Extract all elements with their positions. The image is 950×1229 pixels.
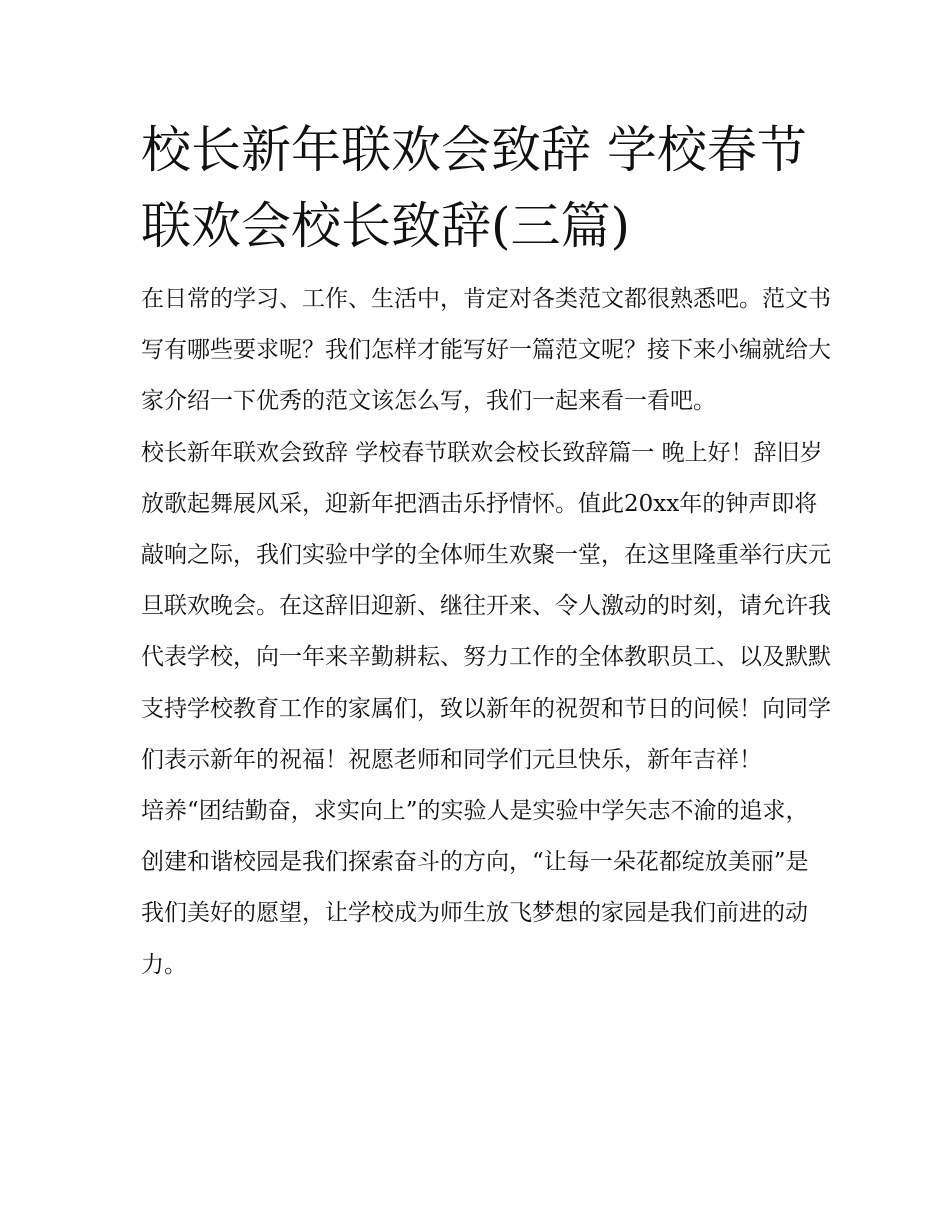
paragraph-school-vision: 培养“团结勤奋，求实向上”的实验人是实验中学矢志不渝的追求，创建和谐校园是我们探索奋斗的方向，“让每一朵花都绽放美丽”是我们美好的愿望，让学校成为师生放飞梦想的家园是我们前进的动力。 — [141, 798, 809, 978]
paragraph-intro: 在日常的学习、工作、生活中，肯定对各类范文都很熟悉吧。范文书写有哪些要求呢？我们怎样才能写好一篇范文呢？接下来小编就给大家介绍一下优秀的范文该怎么写，我们一起来看一看吧。 — [141, 286, 831, 415]
paragraph-speech-opening: 校长新年联欢会致辞 学校春节联欢会校长致辞篇一 晚上好！辞旧岁放歌起舞展风采，迎新年把酒击乐抒情怀。值此20xx年的钟声即将敲响之际，我们实验中学的全体师生欢聚一堂，在这里隆重举行庆元旦联欢晚会。在这辞旧迎新、继往开来、令人激动的时刻，请允许我代表学校，向一年来辛勤耕耘、努力工作的全体教职员工、以及默默支持学校教育工作的家属们，致以新年的祝贺和节日的问候！向同学们表示新年的祝福！祝愿老师和同学们元旦快乐，新年吉祥！ — [141, 439, 831, 773]
document-page — [141, 112, 831, 991]
document-title: 校长新年联欢会致辞 学校春节联欢会校长致辞(三篇) — [141, 121, 807, 255]
